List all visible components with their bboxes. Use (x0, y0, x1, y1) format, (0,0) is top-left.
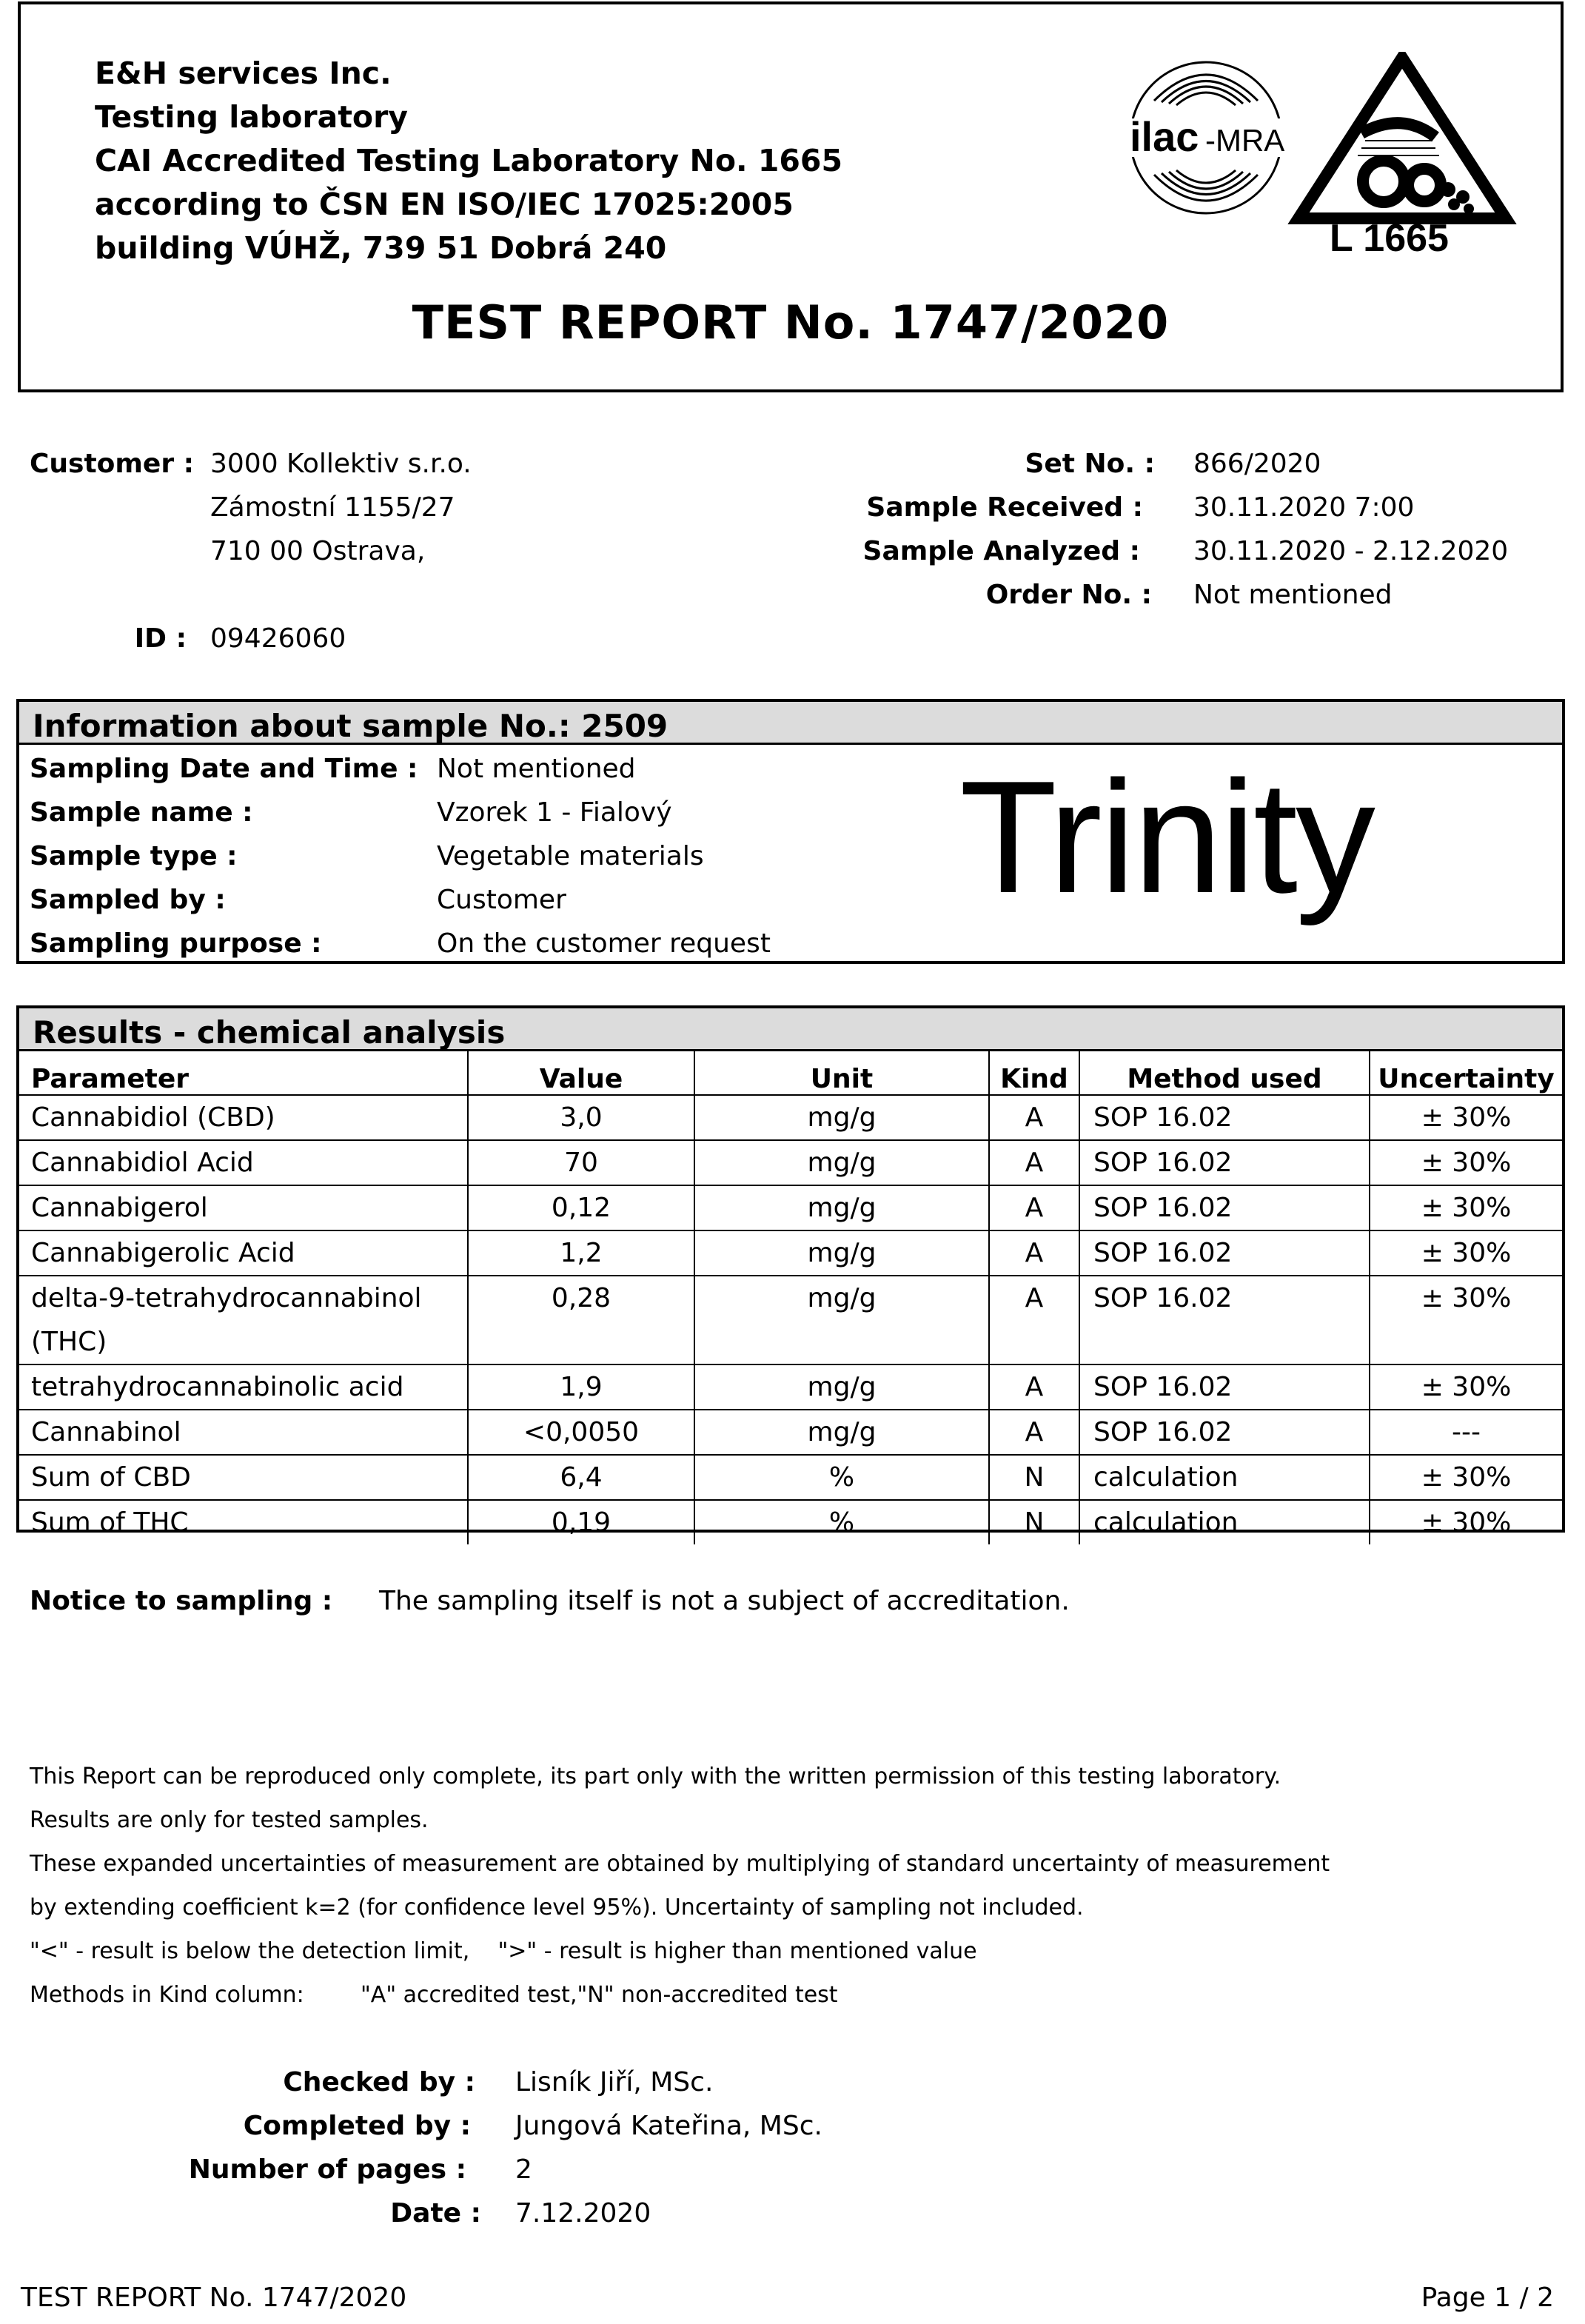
col-kind: Kind (989, 1051, 1079, 1095)
cell-kind: A (989, 1185, 1079, 1230)
table-row (19, 1500, 1562, 1544)
sample-received-label: Sample Received : (866, 492, 1143, 523)
cell-value: 6,4 (468, 1455, 694, 1500)
cell-method: SOP 16.02 (1079, 1140, 1370, 1185)
cell-parameter: Cannabidiol (CBD) (19, 1095, 468, 1140)
cell-unit: mg/g (694, 1364, 989, 1410)
checked-by: Lisník Jiří, MSc. (515, 2067, 714, 2097)
cell-unit: % (694, 1500, 989, 1544)
cell-parameter: Cannabigerolic Acid (19, 1230, 468, 1276)
cell-kind: A (989, 1230, 1079, 1276)
set-no: 866/2020 (1193, 449, 1321, 479)
customer-city: 710 00 Ostrava, (210, 536, 426, 566)
sample-type-label: Sample type : (30, 841, 238, 871)
cell-kind: A (989, 1364, 1079, 1410)
table-row (19, 1410, 1562, 1455)
checked-by-label: Checked by : (283, 2067, 475, 2097)
page-number: Page 1 / 2 (1421, 2283, 1554, 2313)
cell-uncertainty: ± 30% (1421, 1507, 1512, 1538)
accreditation-logo (1284, 52, 1521, 237)
cell-method: SOP 16.02 (1079, 1364, 1370, 1410)
svg-text:-MRA: -MRA (1205, 123, 1285, 158)
sample-type: Vegetable materials (437, 841, 704, 871)
lab-name: E&H services Inc. (95, 56, 392, 91)
ilac-mra-logo (1113, 56, 1299, 219)
col-method: Method used (1079, 1051, 1370, 1095)
cell-method: SOP 16.02 (1079, 1185, 1370, 1230)
cell-value: 0,28 (468, 1276, 694, 1364)
results-header-row (19, 1051, 1562, 1095)
cell-value: 0,12 (468, 1185, 694, 1230)
col-value: Value (468, 1051, 694, 1095)
set-no-label: Set No. : (1025, 449, 1155, 479)
cell-method: SOP 16.02 (1079, 1095, 1370, 1140)
cell-uncertainty: ± 30% (1370, 1276, 1562, 1364)
cell-parameter-line2: (THC) (31, 1327, 107, 1357)
date-label: Date : (390, 2198, 481, 2228)
sample-received: 30.11.2020 7:00 (1193, 492, 1415, 523)
table-row (19, 1185, 1562, 1230)
order-no-label: Order No. : (985, 580, 1152, 610)
sampled-by: Customer (437, 885, 566, 915)
customer-label: Customer : (30, 449, 195, 479)
cell-uncertainty: ± 30% (1370, 1364, 1562, 1410)
col-unit: Unit (694, 1051, 989, 1095)
lab-type: Testing laboratory (95, 99, 409, 135)
cell-value: 1,9 (468, 1364, 694, 1410)
cell-method: calculation (1079, 1455, 1370, 1500)
cell-kind: A (989, 1276, 1079, 1364)
cell-method: SOP 16.02 (1079, 1230, 1370, 1276)
sample-info-heading (19, 702, 1562, 745)
lab-accreditation: CAI Accredited Testing Laboratory No. 1665 (95, 143, 842, 178)
table-row (19, 1364, 1562, 1410)
table-row (19, 1455, 1562, 1500)
table-row (19, 1230, 1562, 1276)
cell-unit: mg/g (694, 1276, 989, 1364)
cell-value: 70 (468, 1140, 694, 1185)
report-header (18, 1, 1564, 392)
sampled-by-label: Sampled by : (30, 885, 226, 915)
cell-uncertainty: ± 30% (1370, 1185, 1562, 1230)
cell-unit: mg/g (694, 1095, 989, 1140)
cell-uncertainty: ± 30% (1370, 1455, 1562, 1500)
notice-label: Notice to sampling : (30, 1586, 333, 1616)
sample-analyzed-label: Sample Analyzed : (862, 536, 1140, 566)
table-row (19, 1276, 1562, 1364)
disclaimer-line: These expanded uncertainties of measurement are obtained by multiplying of standard uncertainty of measurement (30, 1851, 1330, 1877)
cell-parameter (19, 1276, 468, 1364)
cell-unit: mg/g (694, 1140, 989, 1185)
accreditation-mark-text: L 1665 (1330, 217, 1449, 260)
cell-parameter: Sum of CBD (19, 1455, 468, 1500)
sampling-date-label: Sampling Date and Time : (30, 754, 418, 784)
results-heading: Results - chemical analysis (19, 1008, 1562, 1051)
cell-parameter: tetrahydrocannabinolic acid (19, 1364, 468, 1410)
footer-report-title: TEST REPORT No. 1747/2020 (21, 2283, 407, 2313)
cell-kind: A (989, 1095, 1079, 1140)
sample-brand-text: Trinity (959, 747, 1373, 926)
cell-value: <0,0050 (468, 1410, 694, 1455)
cell-kind: A (989, 1410, 1079, 1455)
sample-number: 2509 (581, 708, 668, 744)
order-no: Not mentioned (1193, 580, 1393, 610)
sampling-date: Not mentioned (437, 754, 636, 784)
report-date: 7.12.2020 (515, 2198, 651, 2228)
cell-method: SOP 16.02 (1079, 1276, 1370, 1364)
notice-text: The sampling itself is not a subject of accreditation. (379, 1586, 1070, 1616)
lab-standard: according to ČSN EN ISO/IEC 17025:2005 (95, 187, 794, 222)
customer-id-label: ID : (134, 623, 187, 654)
cell-method: calculation (1079, 1500, 1370, 1544)
cell-value: 3,0 (468, 1095, 694, 1140)
disclaimer-line: Methods in Kind column: "A" accredited test,"N" non-accredited test (30, 1982, 838, 2008)
col-uncertainty: Uncertainty (1370, 1051, 1562, 1095)
cell-unit: mg/g (694, 1185, 989, 1230)
cell-parameter-line1: delta-9-tetrahydrocannabinol (31, 1283, 422, 1313)
cell-method: SOP 16.02 (1079, 1410, 1370, 1455)
cell-parameter: Cannabigerol (19, 1185, 468, 1230)
cell-kind: N (989, 1500, 1079, 1544)
sample-info-heading-label: Information about sample No.: (33, 708, 571, 744)
cell-kind: A (989, 1140, 1079, 1185)
cell-unit: mg/g (694, 1410, 989, 1455)
cell-parameter: Cannabinol (19, 1410, 468, 1455)
disclaimer-line: This Report can be reproduced only complete, its part only with the written permission of this testing laboratory. (30, 1764, 1281, 1789)
results-section (16, 1005, 1565, 1538)
lab-address: building VÚHŽ, 739 51 Dobrá 240 (95, 230, 667, 266)
cell-unit: mg/g (694, 1230, 989, 1276)
number-of-pages-label: Number of pages : (188, 2154, 466, 2185)
disclaimer-line: Results are only for tested samples. (30, 1807, 429, 1833)
cell-unit: % (694, 1455, 989, 1500)
table-row (19, 1140, 1562, 1185)
results-table (19, 1051, 1562, 1544)
sample-analyzed: 30.11.2020 - 2.12.2020 (1193, 536, 1509, 566)
sample-name: Vzorek 1 - Fialový (437, 797, 672, 828)
cell-uncertainty: ± 30% (1370, 1230, 1562, 1276)
sample-name-label: Sample name : (30, 797, 253, 828)
completed-by-label: Completed by : (243, 2111, 471, 2141)
cell-value: 1,2 (468, 1230, 694, 1276)
cell-uncertainty: ± 30% (1370, 1095, 1562, 1140)
cell-value: 0,19 (468, 1500, 694, 1544)
cell-kind: N (989, 1455, 1079, 1500)
sampling-purpose-label: Sampling purpose : (30, 928, 322, 959)
customer-street: Zámostní 1155/27 (210, 492, 455, 523)
customer-id: 09426060 (210, 623, 346, 654)
table-row (19, 1095, 1562, 1140)
svg-text:ilac: ilac (1130, 113, 1199, 160)
customer-name: 3000 Kollektiv s.r.o. (210, 449, 472, 479)
cell-parameter: Cannabidiol Acid (19, 1140, 468, 1185)
cell-uncertainty: ± 30% (1370, 1140, 1562, 1185)
cell-uncertainty: --- (1370, 1410, 1562, 1455)
col-parameter: Parameter (19, 1051, 468, 1095)
disclaimer-line: "<" - result is below the detection limit, ">" - result is higher than mentioned value (30, 1938, 977, 1964)
cell-parameter: Sum of THC (19, 1500, 468, 1544)
completed-by: Jungová Kateřina, MSc. (515, 2111, 822, 2141)
disclaimer-line: by extending coefficient k=2 (for confidence level 95%). Uncertainty of sampling not included. (30, 1895, 1084, 1921)
report-title: TEST REPORT No. 1747/2020 (412, 295, 1170, 349)
sampling-purpose: On the customer request (437, 928, 771, 959)
number-of-pages: 2 (515, 2154, 532, 2185)
